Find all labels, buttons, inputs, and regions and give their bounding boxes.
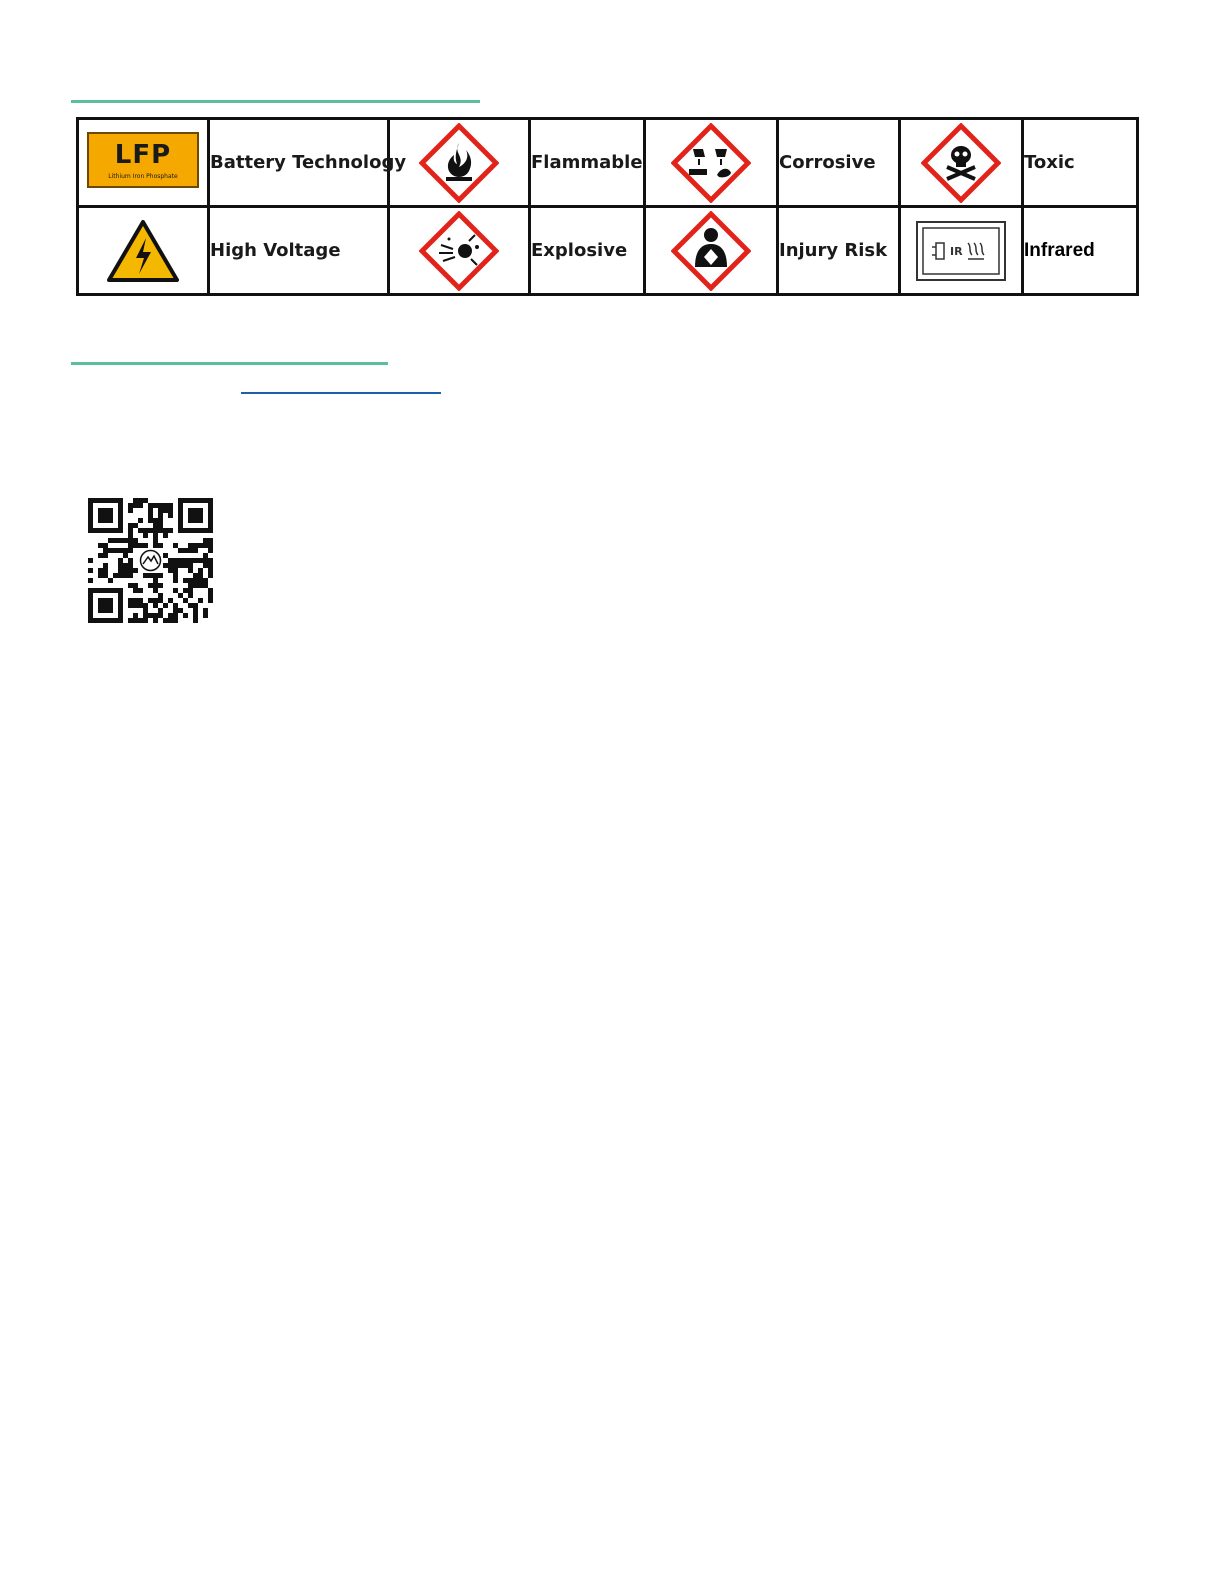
- infrared-label: Infrared: [1023, 207, 1138, 295]
- symbol-cell: [78, 119, 209, 207]
- explosive-label: Explosive: [530, 207, 645, 295]
- corrosive-icon: [671, 123, 751, 203]
- infrared-icon: [914, 219, 1008, 283]
- lfp-badge-subtext: Lithium Iron Phosphate: [108, 173, 178, 180]
- explosive-icon: [419, 211, 499, 291]
- toxic-icon: [921, 123, 1001, 203]
- symbol-cell: [645, 119, 778, 207]
- safety-symbols-table: [76, 117, 1139, 296]
- health-hazard-icon: [671, 211, 751, 291]
- flammable-label: Flammable: [530, 119, 645, 207]
- symbol-cell: [900, 207, 1023, 295]
- hyperlink-underline[interactable]: [241, 392, 441, 394]
- table-row: [78, 119, 1138, 207]
- lfp-badge-icon: [87, 132, 199, 188]
- lfp-badge-text: LFP: [114, 140, 172, 170]
- qr-code-image: [88, 498, 213, 623]
- section-divider-2: [71, 362, 388, 365]
- flammable-icon: [419, 123, 499, 203]
- high-voltage-label: High Voltage: [209, 207, 389, 295]
- section-divider-1: [71, 100, 480, 103]
- symbol-cell: [645, 207, 778, 295]
- high-voltage-icon: [103, 216, 183, 286]
- symbol-cell: [78, 207, 209, 295]
- symbol-cell: [389, 119, 530, 207]
- symbol-cell: [389, 207, 530, 295]
- toxic-label: Toxic: [1023, 119, 1138, 207]
- injury-risk-label: Injury Risk: [778, 207, 900, 295]
- infrared-badge-text: IR: [950, 244, 963, 258]
- symbol-cell: [900, 119, 1023, 207]
- table-row: [78, 207, 1138, 295]
- battery-technology-label: Battery Technology: [209, 119, 389, 207]
- corrosive-label: Corrosive: [778, 119, 900, 207]
- qr-code[interactable]: [88, 498, 213, 623]
